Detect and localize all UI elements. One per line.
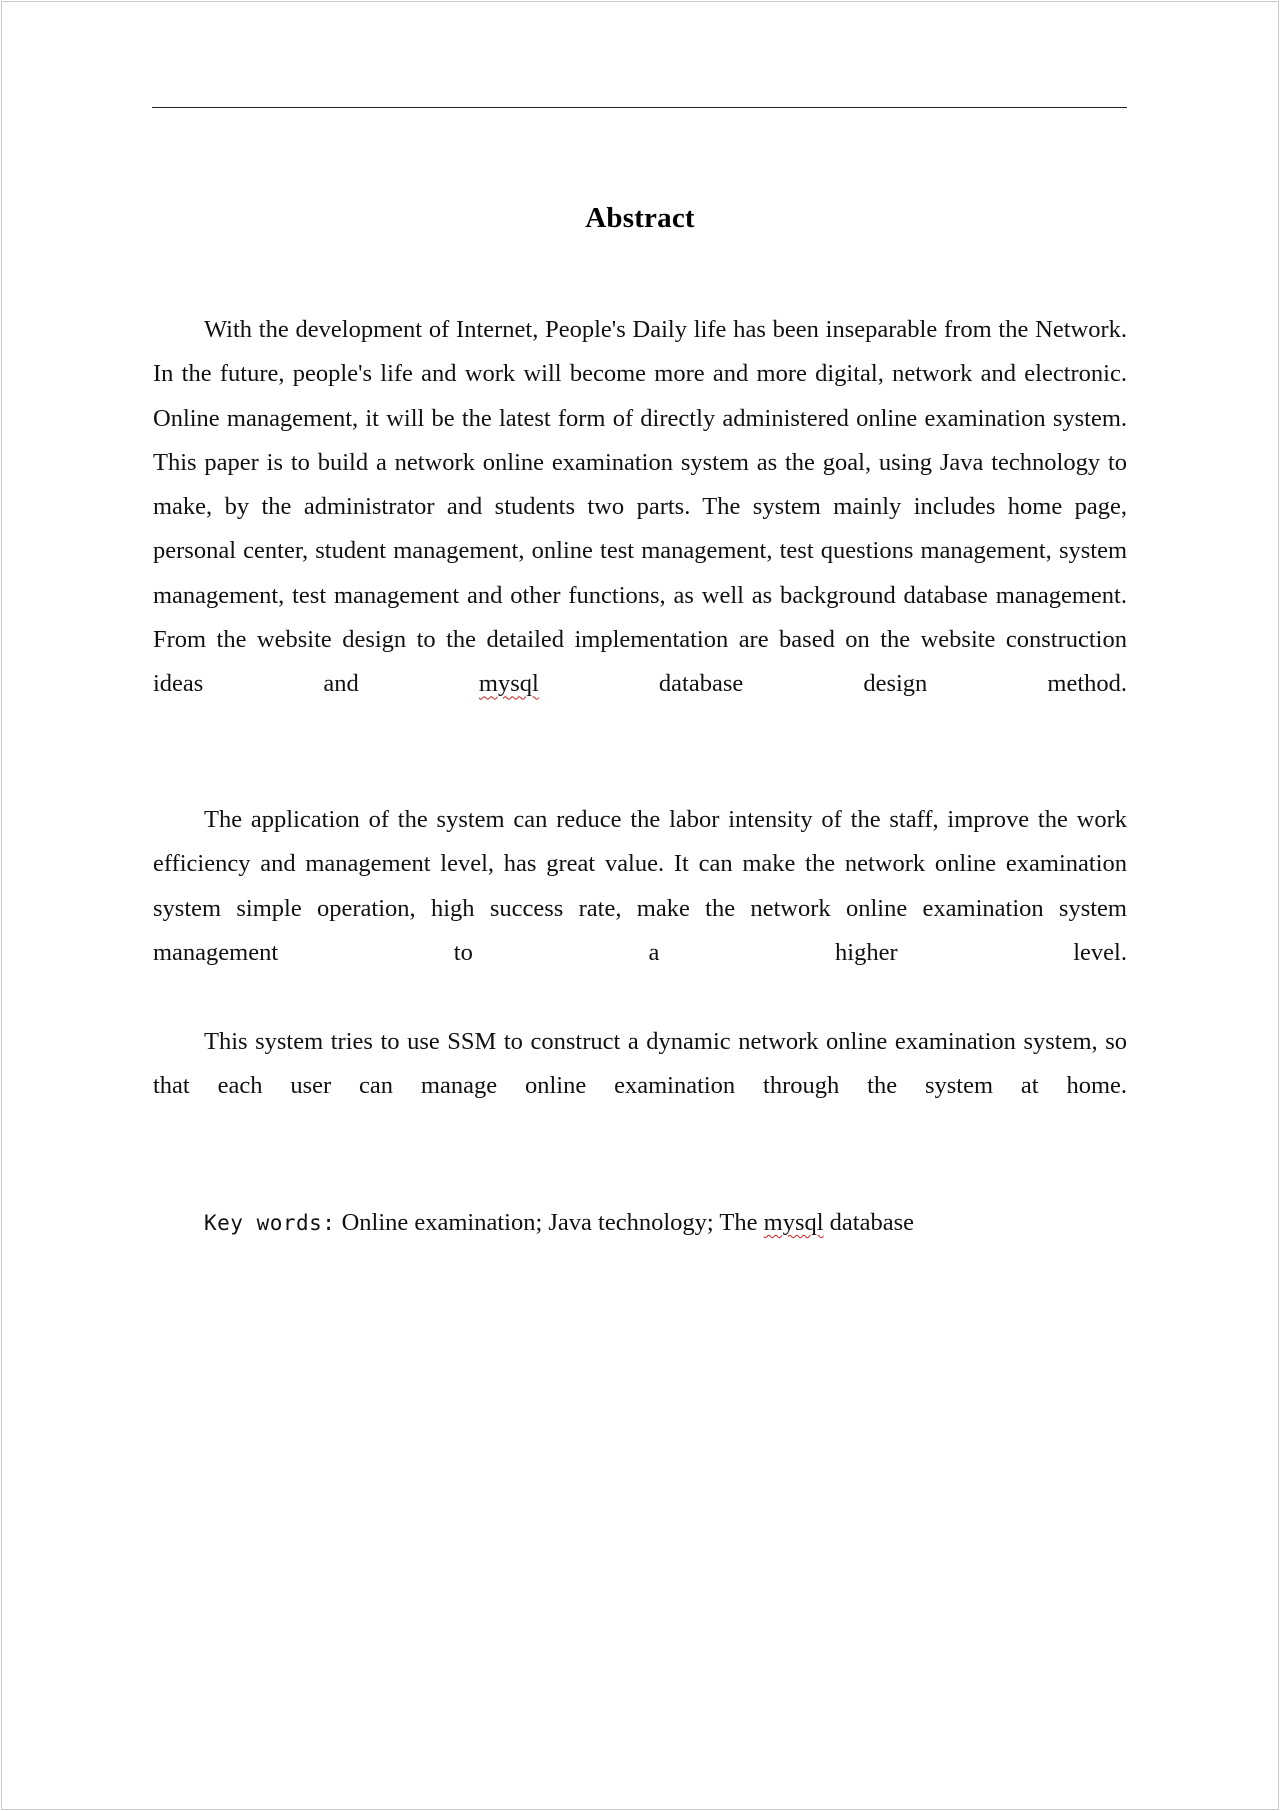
paragraph-1-text-end: database design method.	[538, 670, 1128, 698]
keywords-text: Online examination; Java technology; The	[341, 1209, 764, 1236]
header-rule	[152, 107, 1127, 108]
paragraph-2-text: The application of the system can reduce the labor intensity of the staff, improve the work efficiency and management level, has great value. It can make the network online examination system simple operation, high success rate, make the network online examination system management to a higher level.	[153, 806, 1127, 966]
keywords-label: Key words:	[204, 1211, 336, 1235]
paragraph-1	[153, 308, 1127, 751]
paragraph-3-text: This system tries to use SSM to construct a dynamic network online examination system, so that each user can manage online examination through the system at home.	[153, 1028, 1127, 1100]
keywords-line	[204, 1203, 914, 1243]
paragraph-2	[153, 798, 1127, 1019]
paragraph-1-text: With the development of Internet, People's Daily life has been inseparable from the Network. In the future, people's life and work will become more and more digital, network and electronic. Online management, it will be the latest form of directly administered online examination system. This paper is to build a network online examination system as the goal, using Java technology to make, by the administrator and students two parts. The system mainly includes home page, personal center, student management, online test management, test questions management, system management, test management and other functions, as well as background database management. From the website design to the detailed implementation are based on the website construction ideas and	[153, 316, 1127, 698]
keywords-text-end: database	[823, 1209, 915, 1236]
page-title: Abstract	[585, 202, 695, 234]
spellcheck-flag[interactable]: mysql	[478, 670, 539, 698]
paragraph-3	[153, 1020, 1127, 1153]
keywords-spellcheck-flag[interactable]: mysql	[763, 1209, 824, 1236]
